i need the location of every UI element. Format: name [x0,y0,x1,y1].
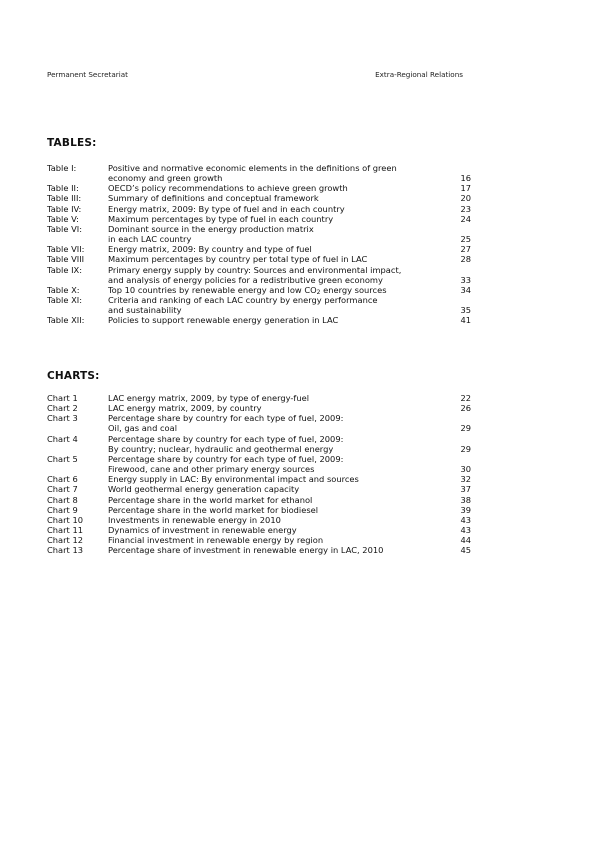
chart-title [108,495,447,505]
chart-title [108,393,447,403]
chart-title-line: Percentage share of investment in renewable energy in LAC, 2010 [108,545,384,556]
chart-title-line: Percentage share by country for each type of fuel, 2009: [108,413,344,424]
chart-label: Chart 8 [47,494,78,505]
chart-title-line: World geothermal energy generation capacity [108,484,300,495]
chart-entry [47,525,471,535]
table-title [108,254,447,264]
table-title [108,204,447,214]
chart-label: Chart 6 [47,474,78,485]
table-entry [47,285,471,295]
chart-page-number: 38 [460,494,471,505]
chart-title-line: Firewood, cane and other primary energy sources [108,464,315,475]
table-entry [47,244,471,254]
table-page-number: 24 [460,213,471,224]
table-entry [47,183,471,193]
chart-label: Chart 1 [47,393,78,403]
table-entry [47,193,471,203]
table-entry [47,224,471,244]
table-title-line: and sustainability [108,305,182,316]
table-title [108,265,447,285]
chart-label: Chart 9 [47,504,78,515]
chart-label: Chart 3 [47,413,78,424]
chart-entry [47,393,471,403]
table-entry [47,214,471,224]
table-title [108,285,447,295]
chart-label: Chart 10 [47,514,83,525]
table-title-line: Maximum percentages by country per total type of fuel in LAC [108,254,368,265]
table-label: Table VIII [47,254,85,265]
table-label: Table IV: [47,203,82,214]
table-title-line: Dominant source in the energy production matrix [108,223,314,234]
chart-title [108,434,447,454]
tables-list [47,163,471,326]
chart-entry [47,434,471,454]
running-header-right: Extra-Regional Relations [375,70,463,79]
chart-title-line: Percentage share by country for each type of fuel, 2009: [108,453,344,464]
table-entry [47,295,471,315]
table-title-line: Policies to support renewable energy generation in LAC [108,315,339,326]
chart-entry [47,454,471,474]
chart-page-number: 29 [460,443,471,454]
chart-label: Chart 4 [47,433,78,444]
chart-title [108,545,447,555]
table-title-line: and analysis of energy policies for a redistributive green economy [108,274,383,285]
table-title [108,244,447,254]
chart-title [108,413,447,433]
chart-page-number: 29 [460,423,471,434]
chart-title [108,535,447,545]
chart-page-number: 43 [460,514,471,525]
chart-title-line: Investments in renewable energy in 2010 [108,514,281,525]
table-page-number: 23 [460,203,471,214]
table-page-number: 41 [460,315,471,326]
chart-title-line: Percentage share by country for each type of fuel, 2009: [108,433,344,444]
table-page-number: 33 [460,274,471,285]
chart-entry [47,474,471,484]
table-title [108,315,447,325]
chart-label: Chart 2 [47,403,78,414]
table-page-number: 25 [460,234,471,245]
table-title-line: Maximum percentages by type of fuel in each country [108,213,334,224]
chart-page-number: 22 [460,393,471,403]
chart-page-number: 32 [460,474,471,485]
table-page-number: 34 [460,284,471,295]
chart-title [108,454,447,474]
table-title [108,295,447,315]
table-title-line: in each LAC country [108,234,192,245]
chart-page-number: 43 [460,525,471,536]
chart-title-line: Percentage share in the world market for ethanol [108,494,313,505]
table-title-line: Top 10 countries by renewable energy and low $CO_2$ energy sources [108,284,387,296]
table-title [108,224,447,244]
table-label: Table IX: [47,264,83,275]
running-header-left: Permanent Secretariat [47,70,128,79]
chart-title-line: Percentage share in the world market for biodiesel [108,504,319,515]
chart-title-line: Oil, gas and coal [108,423,178,434]
chart-page-number: 26 [460,403,471,414]
table-title [108,193,447,203]
charts-heading: CHARTS: [47,370,100,382]
table-entry [47,315,471,325]
chart-entry [47,495,471,505]
chart-title-line: Financial investment in renewable energy by region [108,535,324,546]
table-entry [47,254,471,264]
chart-entry [47,535,471,545]
chart-label: Chart 5 [47,453,78,464]
table-title [108,163,447,183]
table-title-line: economy and green growth [108,173,223,184]
table-label: Table X: [47,284,80,295]
table-label: Table I: [47,163,77,173]
chart-entry [47,413,471,433]
chart-page-number: 37 [460,484,471,495]
chart-title [108,484,447,494]
table-page-number: 20 [460,193,471,204]
table-label: Table XII: [47,315,85,326]
chart-title-line: Energy supply in LAC: By environmental impact and sources [108,474,359,485]
chart-title-line: By country; nuclear, hydraulic and geothermal energy [108,443,334,454]
table-title-line: Criteria and ranking of each LAC country by energy performance [108,295,378,306]
chart-title-line: Dynamics of investment in renewable energy [108,525,297,536]
table-label: Table V: [47,213,79,224]
table-label: Table III: [47,193,82,204]
chart-entry [47,484,471,494]
chart-page-number: 30 [460,464,471,475]
chart-entry [47,545,471,555]
chart-title [108,525,447,535]
chart-label: Chart 12 [47,535,83,546]
table-title-line: Positive and normative economic elements in the definitions of green [108,163,397,173]
chart-title [108,474,447,484]
table-page-number: 28 [460,254,471,265]
chart-title-line: LAC energy matrix, 2009, by country [108,403,262,414]
chart-entry [47,515,471,525]
table-entry [47,163,471,183]
chart-label: Chart 11 [47,525,83,536]
chart-page-number: 39 [460,504,471,515]
table-page-number: 16 [460,173,471,184]
table-title-line: Energy matrix, 2009: By type of fuel and in each country [108,203,345,214]
chart-title-line: LAC energy matrix, 2009, by type of energy-fuel [108,393,309,403]
table-page-number: 27 [460,244,471,255]
chart-title [108,403,447,413]
chart-entry [47,505,471,515]
charts-list [47,393,471,556]
table-label: Table VII: [47,244,85,255]
table-page-number: 17 [460,183,471,194]
table-title [108,183,447,193]
chart-title [108,515,447,525]
chart-label: Chart 13 [47,545,83,556]
table-title-line: Primary energy supply by country: Sources and environmental impact, [108,264,402,275]
chart-page-number: 45 [460,545,471,556]
table-page-number: 35 [460,305,471,316]
chart-label: Chart 7 [47,484,78,495]
chart-title [108,505,447,515]
tables-heading: TABLES: [47,137,97,149]
table-title-line: OECD’s policy recommendations to achieve green growth [108,183,348,194]
table-label: Table VI: [47,223,83,234]
table-label: Table II: [47,183,79,194]
table-title [108,214,447,224]
table-title-line: Summary of definitions and conceptual framework [108,193,319,204]
table-label: Table XI: [47,295,83,306]
table-title-line: Energy matrix, 2009: By country and type of fuel [108,244,312,255]
table-entry [47,265,471,285]
table-entry [47,204,471,214]
chart-page-number: 44 [460,535,471,546]
chart-entry [47,403,471,413]
